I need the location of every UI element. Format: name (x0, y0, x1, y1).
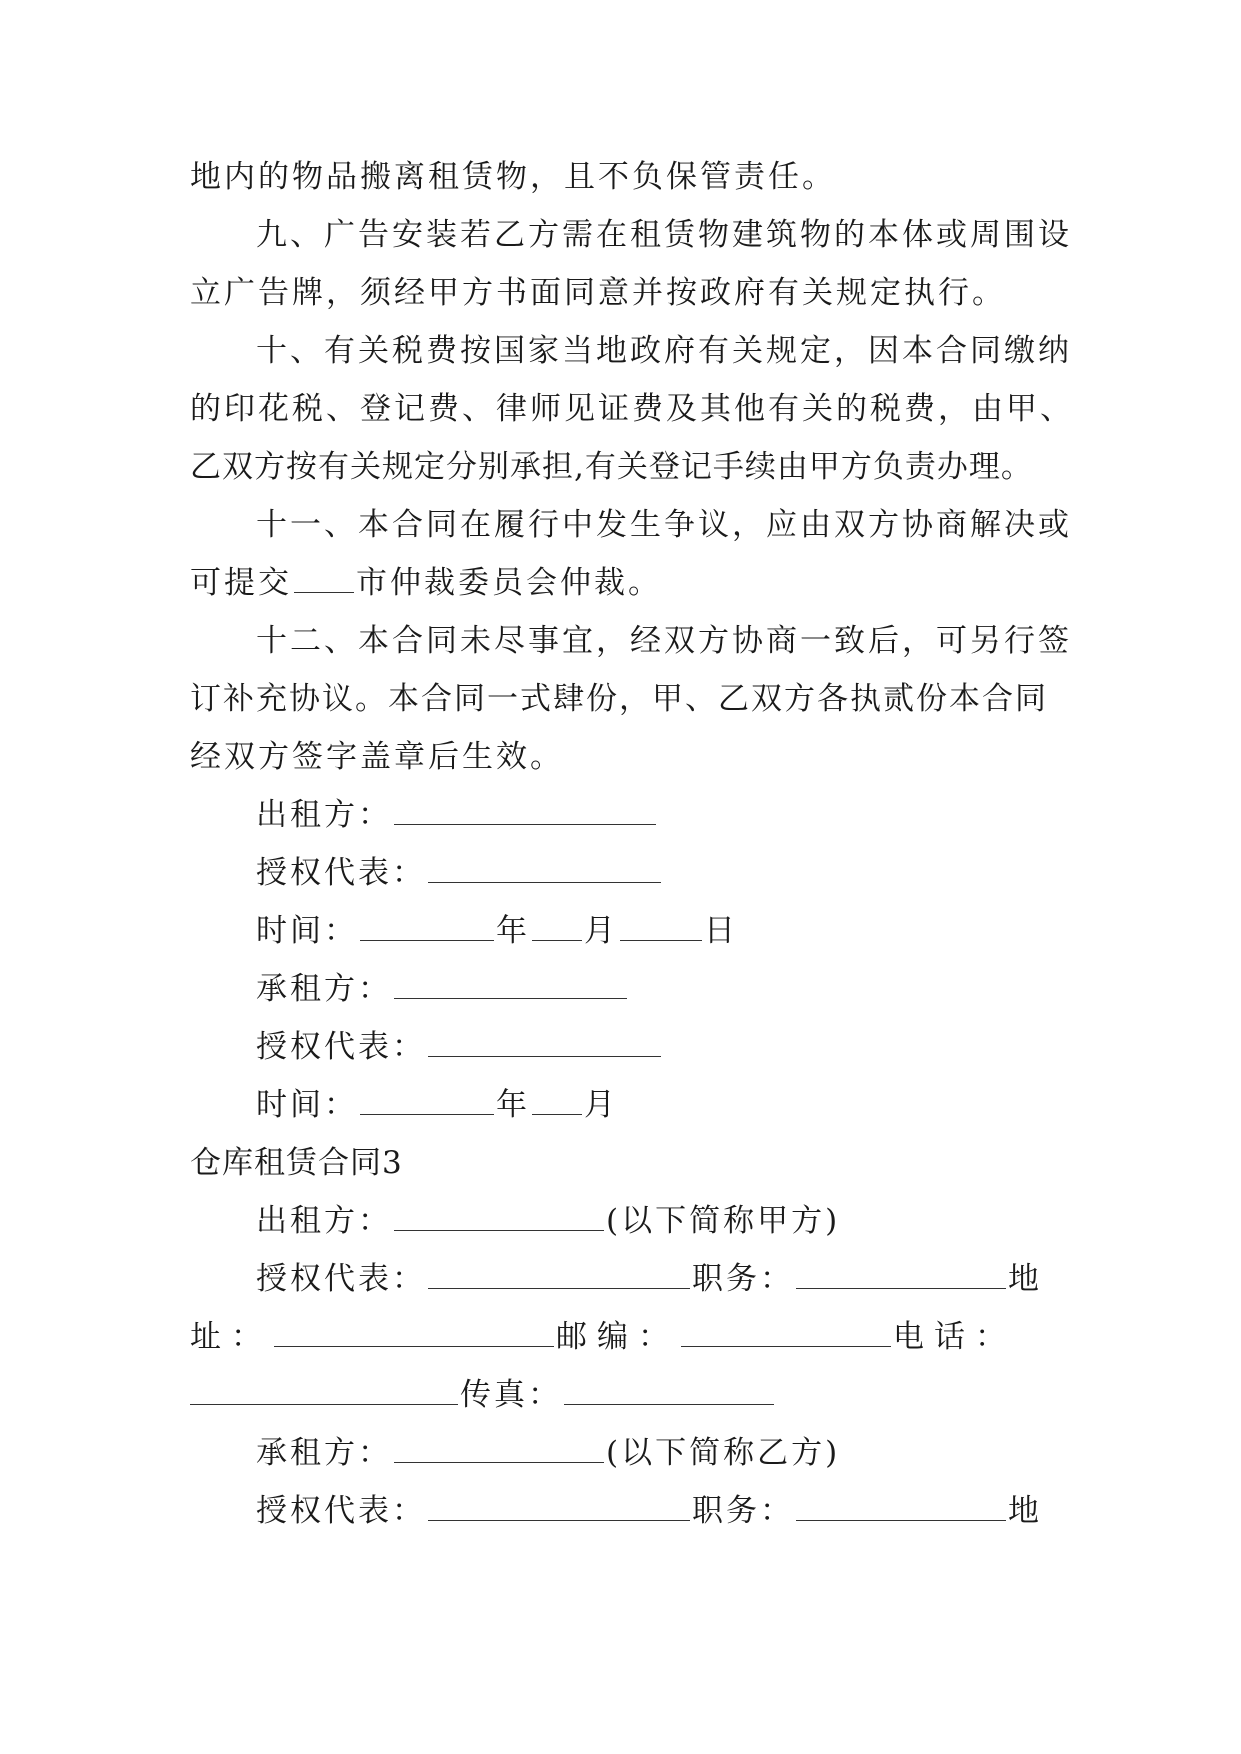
rep-label: 授权代表： (256, 1261, 426, 1297)
blank-field (532, 1086, 582, 1115)
position-label: 职务： (692, 1493, 794, 1529)
rep-label: 授权代表： (256, 1493, 426, 1529)
lessee-suffix: (以下简称乙方) (606, 1435, 841, 1471)
address-prefix: 地 (1008, 1493, 1042, 1529)
text-line: 立广告牌，须经甲方书面同意并按政府有关规定执行。 (190, 275, 1006, 311)
rep-signature-line (190, 1018, 1116, 1076)
postcode-label: 邮编： (556, 1319, 679, 1355)
blank-field (360, 1086, 494, 1115)
clause-10-line: 十、有关税费按国家当地政府有关规定，因本合同缴纳 (256, 333, 1072, 369)
address-prefix: 地 (1008, 1261, 1042, 1297)
lessor-signature-line (190, 786, 1116, 844)
fax-line (190, 1366, 1050, 1424)
text-line (190, 554, 1050, 612)
position-label: 职务： (692, 1261, 794, 1297)
lessee-line (190, 1424, 1116, 1482)
blank-field (428, 1492, 690, 1521)
blank-field (428, 1260, 690, 1289)
blank-field (796, 1260, 1006, 1289)
lessor-suffix: (以下简称甲方) (606, 1203, 841, 1239)
blank-field (620, 912, 702, 941)
lessee-label: 承租方： (256, 971, 392, 1007)
blank-field (274, 1318, 554, 1347)
text-line: 经双方签字盖章后生效。 (190, 739, 564, 775)
clause-9-line: 九、广告安装若乙方需在租赁物建筑物的本体或周围设 (256, 217, 1072, 253)
time-label: 时间： (256, 913, 358, 949)
text-line: 乙双方按有关规定分别承担,有关登记手续由甲方负责办理。 (190, 449, 1033, 485)
address-label: 址： (190, 1319, 272, 1355)
time-label: 时间： (256, 1087, 358, 1123)
month-label: 月 (584, 1087, 618, 1123)
date-line (190, 902, 1116, 960)
phone-label: 电话： (893, 1319, 1016, 1355)
blank-field (360, 912, 494, 941)
lessor-label: 出租方： (256, 1203, 392, 1239)
address-line (190, 1308, 1050, 1366)
blank-field (532, 912, 582, 941)
clause-11-line: 十一、本合同在履行中发生争议，应由双方协商解决或 (256, 507, 1072, 543)
month-label: 月 (584, 913, 618, 949)
blank-field (681, 1318, 891, 1347)
lessee-signature-line (190, 960, 1116, 1018)
blank-field (564, 1376, 774, 1405)
contract-title: 仓库租赁合同3 (190, 1145, 403, 1181)
blank-field (394, 796, 656, 825)
year-label: 年 (496, 913, 530, 949)
lessor-line (190, 1192, 1116, 1250)
lessor-label: 出租方： (256, 797, 392, 833)
blank-field (394, 970, 627, 999)
rep-signature-line (190, 844, 1116, 902)
rep-label: 授权代表： (256, 1029, 426, 1065)
blank-field (428, 1028, 661, 1057)
blank-field (796, 1492, 1006, 1521)
lessee-label: 承租方： (256, 1435, 392, 1471)
blank-field (394, 1434, 604, 1463)
text-line: 订补充协议。本合同一式肆份，甲、乙双方各执贰份本合同 (190, 681, 1048, 717)
blank-field (190, 1376, 458, 1405)
blank-field (394, 1202, 604, 1231)
rep-line (190, 1482, 1116, 1540)
day-label: 日 (704, 913, 738, 949)
text-fragment: 可提交 (190, 565, 292, 601)
blank-field (294, 564, 354, 593)
date-line (190, 1076, 1116, 1134)
clause-12-line: 十二、本合同未尽事宜，经双方协商一致后，可另行签 (256, 623, 1072, 659)
text-line: 的印花税、登记费、律师见证费及其他有关的税费，由甲、 (190, 391, 1074, 427)
rep-line (190, 1250, 1116, 1308)
rep-label: 授权代表： (256, 855, 426, 891)
text-line: 地内的物品搬离租赁物，且不负保管责任。 (190, 159, 836, 195)
year-label: 年 (496, 1087, 530, 1123)
text-fragment: 市仲裁委员会仲裁。 (356, 565, 662, 601)
fax-label: 传真： (460, 1377, 562, 1413)
blank-field (428, 854, 661, 883)
